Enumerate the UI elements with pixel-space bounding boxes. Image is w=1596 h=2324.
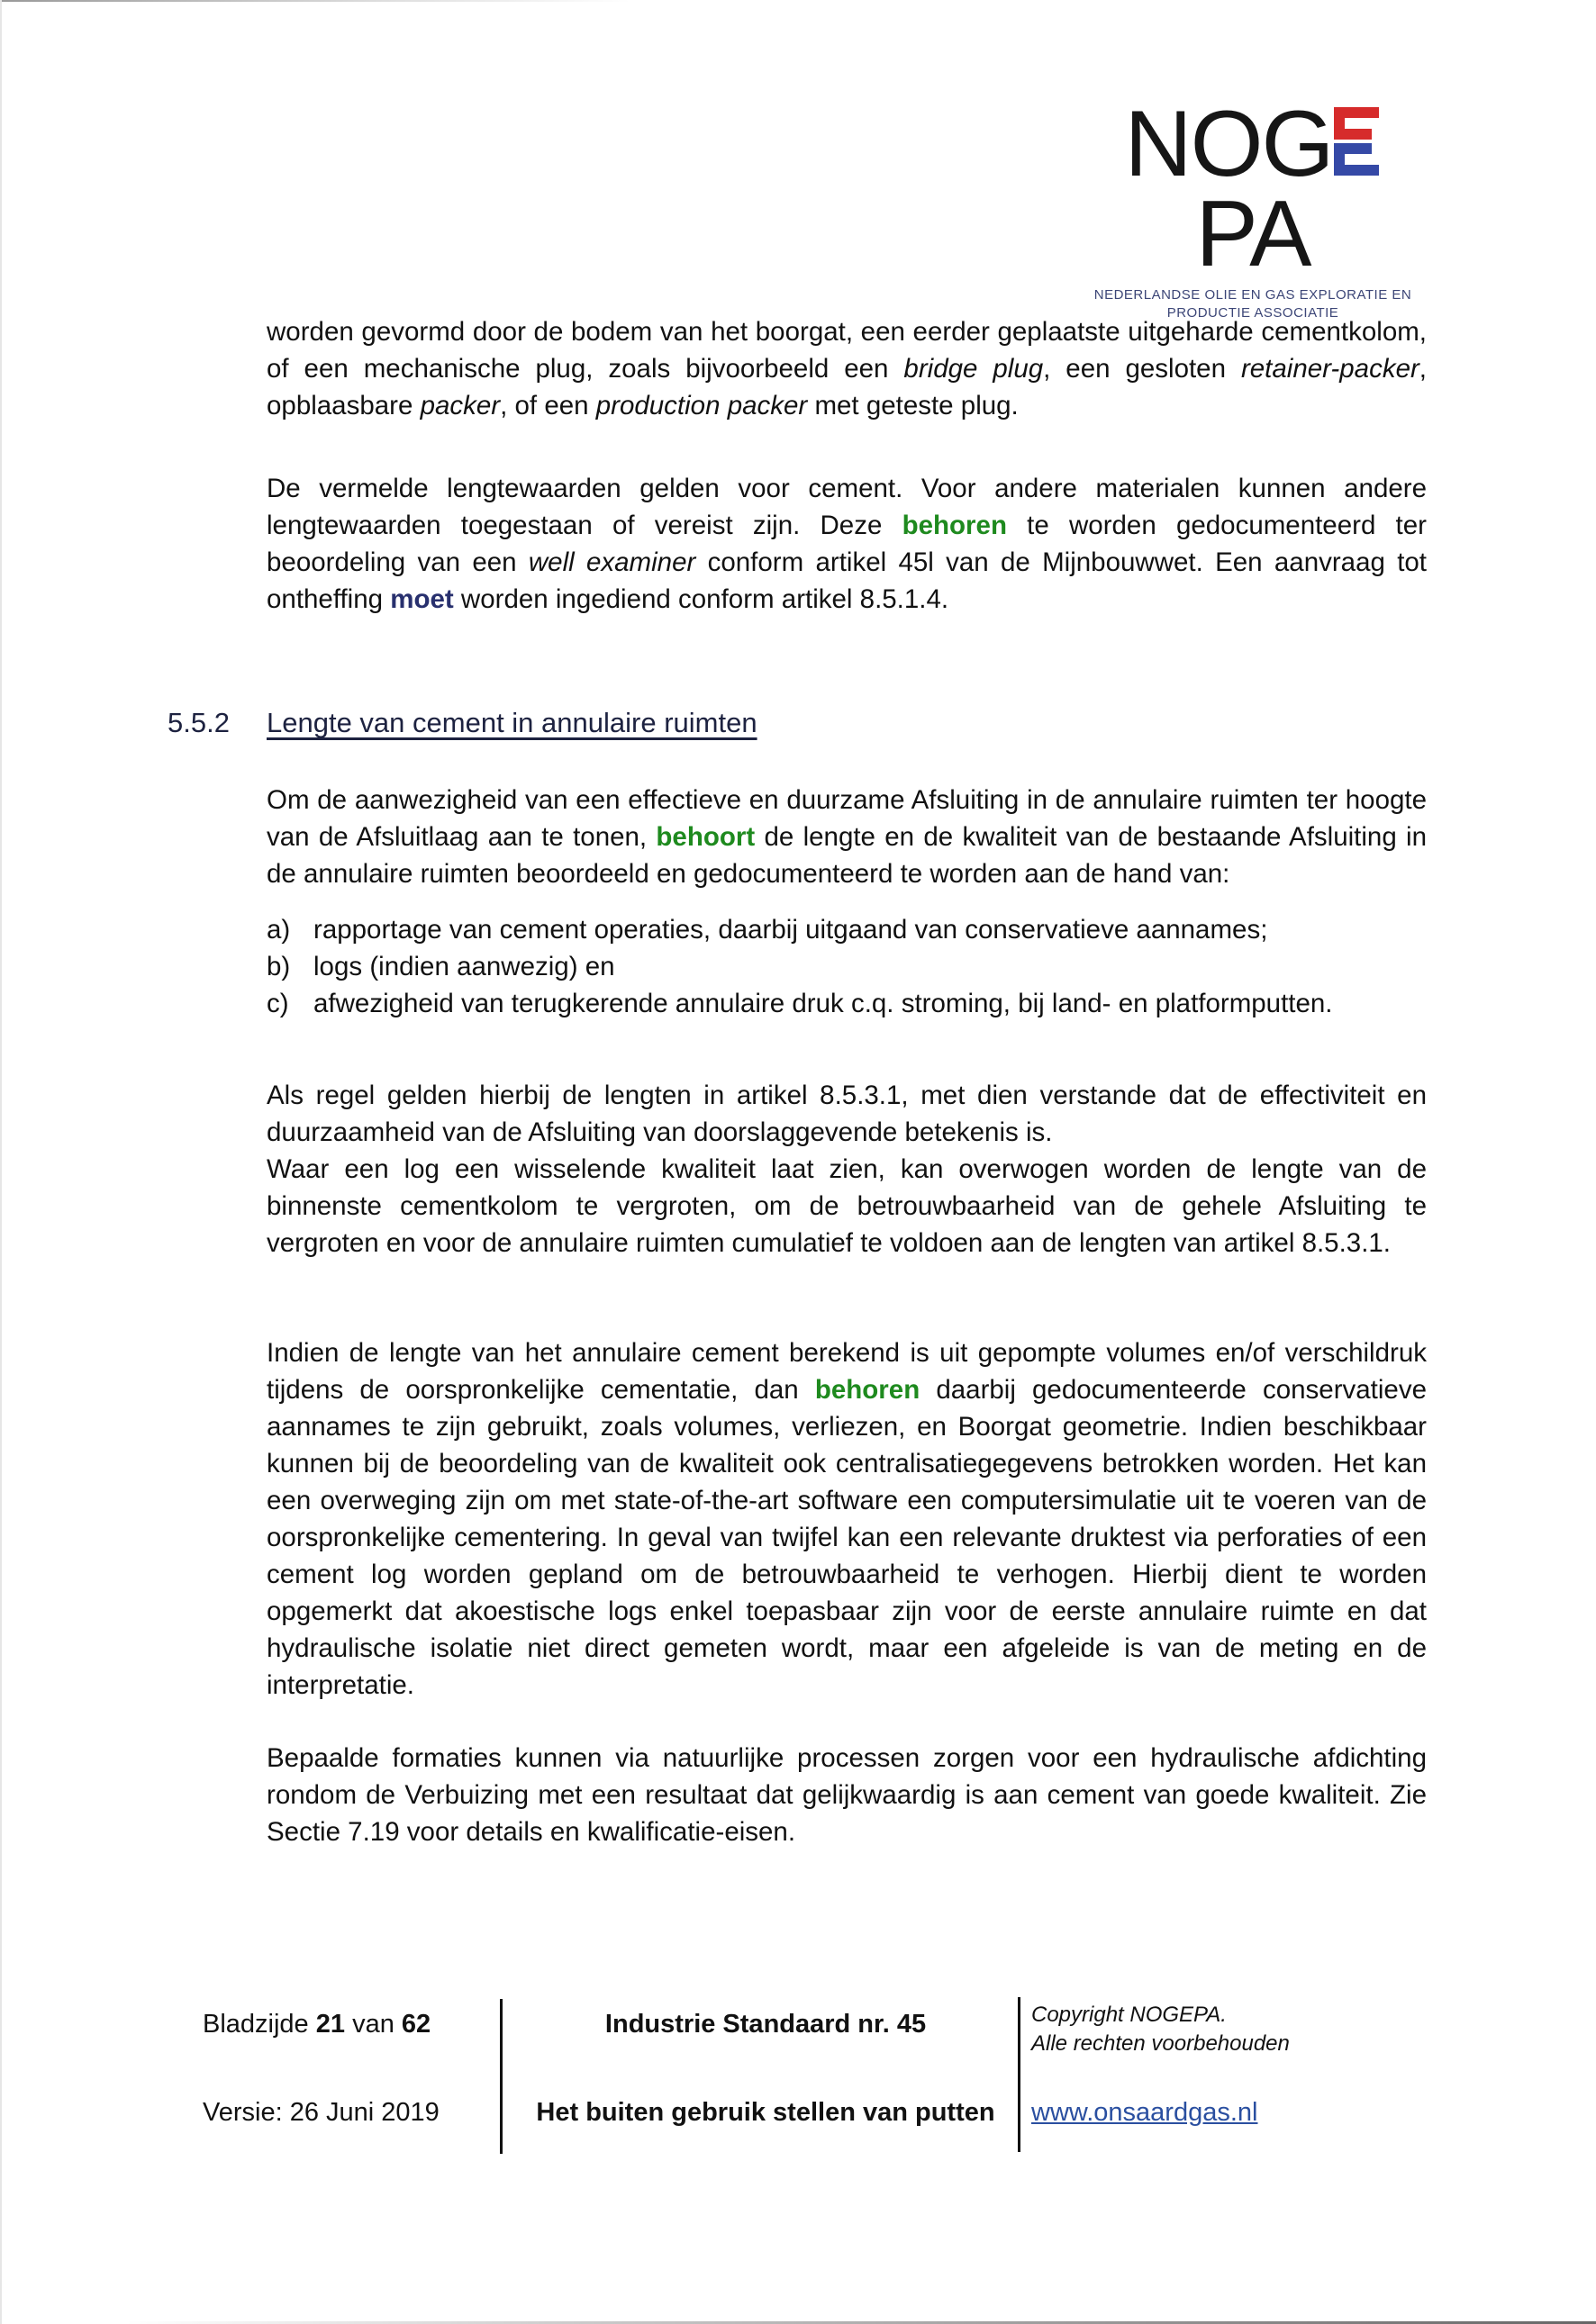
- text-run: De vermelde lengtewaarden gelden voor cement. Voor andere materialen kunnen andere lengtewaarden toegestaan of vereist zijn. Deze: [267, 474, 1427, 540]
- logo-wordmark: [1077, 92, 1428, 286]
- footer-col-standard: [509, 1999, 1022, 2152]
- text-run: , of een: [500, 391, 596, 420]
- list-marker: c): [267, 989, 289, 1018]
- text-run: worden gevormd door de bodem van het boorgat, een eerder geplaatste uitgeharde cementkolom, of een mechanische plug, zoals bijvoorbeeld een: [267, 317, 1427, 384]
- footer-divider: [500, 1999, 503, 2154]
- keyword-behoort: behoort: [656, 822, 756, 852]
- page-number: [203, 2010, 431, 2039]
- list-item: [267, 985, 1427, 1022]
- keyword-moet: moet: [390, 584, 454, 614]
- term-production-packer: production packer: [595, 391, 808, 420]
- page-current: 21: [315, 2010, 346, 2039]
- term-bridge-plug: bridge plug: [903, 354, 1044, 384]
- footer-col-page-info: [203, 1999, 482, 2152]
- term-well-examiner: well examiner: [528, 547, 696, 577]
- list-item: [267, 911, 1427, 948]
- section-heading: [168, 707, 757, 739]
- logo-subtitle-line1: NEDERLANDSE OLIE EN GAS EXPLORATIE EN: [1093, 287, 1412, 303]
- paragraph-length-values: [267, 470, 1427, 618]
- paragraph-text: [267, 313, 1427, 424]
- scan-edge-left: [0, 0, 2, 2324]
- list-item-text: rapportage van cement operaties, daarbij uitgaand van conservatieve aannames;: [313, 915, 1268, 945]
- nogepa-logo: [1077, 92, 1428, 322]
- text-run: de lengte en de kwaliteit van de bestaande Afsluiting in de annulaire ruimten beoordeeld en gedocumenteerd te worden aan de hand van:: [267, 822, 1427, 889]
- logo-red-blue-e-icon: [1334, 107, 1379, 176]
- list-item-text: afwezigheid van terugkerende annulaire druk c.q. stroming, bij land- en platformputten.: [313, 989, 1333, 1018]
- paragraph-annular-seal: [267, 782, 1427, 892]
- copyright-line1: Copyright NOGEPA.: [1031, 2003, 1227, 2027]
- version-date: Versie: 26 Juni 2019: [203, 2098, 440, 2127]
- list-marker: b): [267, 952, 291, 981]
- section-number: 5.5.2: [168, 707, 230, 738]
- keyword-behoren: behoren: [902, 511, 1007, 540]
- paragraph-plug-types: [267, 313, 1427, 424]
- page-separator: van: [345, 2010, 402, 2039]
- criteria-list-items: [267, 911, 1427, 1022]
- paragraph-text: [267, 782, 1427, 892]
- scan-edge-top: [0, 0, 630, 2]
- term-retainer-packer: retainer-packer: [1240, 354, 1419, 384]
- page-prefix: Bladzijde: [203, 2010, 316, 2039]
- paragraph-rule-lengths: [267, 1077, 1427, 1261]
- text-run: daarbij gedocumenteerde conservatieve aannames te zijn gebruikt, zoals volumes, verliezen, en Boorgat geometrie. Indien beschikbaar kunnen bij de beoordeling van de kwaliteit ook centralisatiegegevens betrokken worden. Het kan een overweging zijn om met state-of-the-art software een computersimulatie uit te voeren van de oorspronkelijke cementering. In geval van twijfel kan een relevante druktest via perforaties of een cement log worden gepland om de betrouwbaarheid te verhogen. Hierbij dient te worden opgemerkt dat akoestische logs enkel toepasbaar zijn voor de eerste annulaire ruimte en dat hydraulische isolatie niet direct gemeten wordt, maar een afgeleide is van de meting en de interpretatie.: [267, 1375, 1427, 1700]
- page-total: 62: [401, 2010, 431, 2039]
- copyright: [1031, 2001, 1290, 2058]
- text-run: , opblaasbare: [267, 354, 1427, 420]
- footer-divider: [1018, 1997, 1020, 2152]
- website-link[interactable]: www.onsaardgas.nl: [1031, 2098, 1258, 2127]
- paragraph-text: Als regel gelden hierbij de lengten in artikel 8.5.3.1, met dien verstande dat de effectiviteit en duurzaamheid van de Afsluiting van doorslaggevende betekenis is.: [267, 1081, 1427, 1147]
- term-packer: packer: [420, 391, 501, 420]
- paragraph-text: [267, 470, 1427, 618]
- criteria-list: [267, 911, 1427, 1022]
- text-run: worden ingediend conform artikel 8.5.1.4.: [453, 584, 949, 614]
- paragraph-text: [267, 1334, 1427, 1704]
- paragraph-text: Bepaalde formaties kunnen via natuurlijke processen zorgen voor een hydraulische afdichting rondom de Verbuizing met een resultaat dat gelijkwaardig is aan cement van goede kwaliteit. Zie Sectie 7.19 voor details en kwalificatie-eisen.: [267, 1743, 1427, 1847]
- logo-letters-nog: NOG: [1124, 92, 1333, 196]
- logo-subtitle-line2: PRODUCTIE ASSOCIATIE: [1166, 305, 1339, 321]
- copyright-line2: Alle rechten voorbehouden: [1031, 2031, 1290, 2056]
- text-run: conform artikel 45l van de Mijnbouwwet. Een aanvraag tot ontheffing: [267, 547, 1427, 614]
- keyword-behoren: behoren: [814, 1375, 920, 1405]
- paragraph-calculated-length: [267, 1334, 1427, 1704]
- logo-letters-pa: PA: [1195, 182, 1310, 286]
- section-title: Lengte van cement in annulaire ruimten: [267, 707, 757, 738]
- paragraph-natural-formations: [267, 1740, 1427, 1850]
- list-item: [267, 948, 1427, 985]
- text-run: Om de aanwezigheid van een effectieve en duurzame Afsluiting in de annulaire ruimten ter hoogte van de Afsluitlaag aan te tonen,: [267, 785, 1427, 852]
- page-footer: [203, 1999, 1356, 2152]
- text-run: met geteste plug.: [807, 391, 1019, 420]
- text-run: Indien de lengte van het annulaire cement berekend is uit gepompte volumes en/of verschildruk tijdens de oorspronkelijke cementatie, dan: [267, 1338, 1427, 1405]
- footer-col-copyright: [1031, 1999, 1356, 2152]
- text-run: te worden gedocumenteerd ter beoordeling van een: [267, 511, 1427, 577]
- document-title: Het buiten gebruik stellen van putten: [536, 2098, 995, 2127]
- list-item-text: logs (indien aanwezig) en: [313, 952, 615, 981]
- standard-number: Industrie Standaard nr. 45: [604, 2010, 927, 2039]
- text-run: , een gesloten: [1043, 354, 1241, 384]
- list-marker: a): [267, 915, 291, 945]
- paragraph-text: Waar een log een wisselende kwaliteit laat zien, kan overwogen worden de lengte van de binnenste cementkolom te vergroten, om de betrouwbaarheid van de gehele Afsluiting te vergroten en voor de annulaire ruimten cumulatief te voldoen aan de lengten van artikel 8.5.3.1.: [267, 1154, 1427, 1258]
